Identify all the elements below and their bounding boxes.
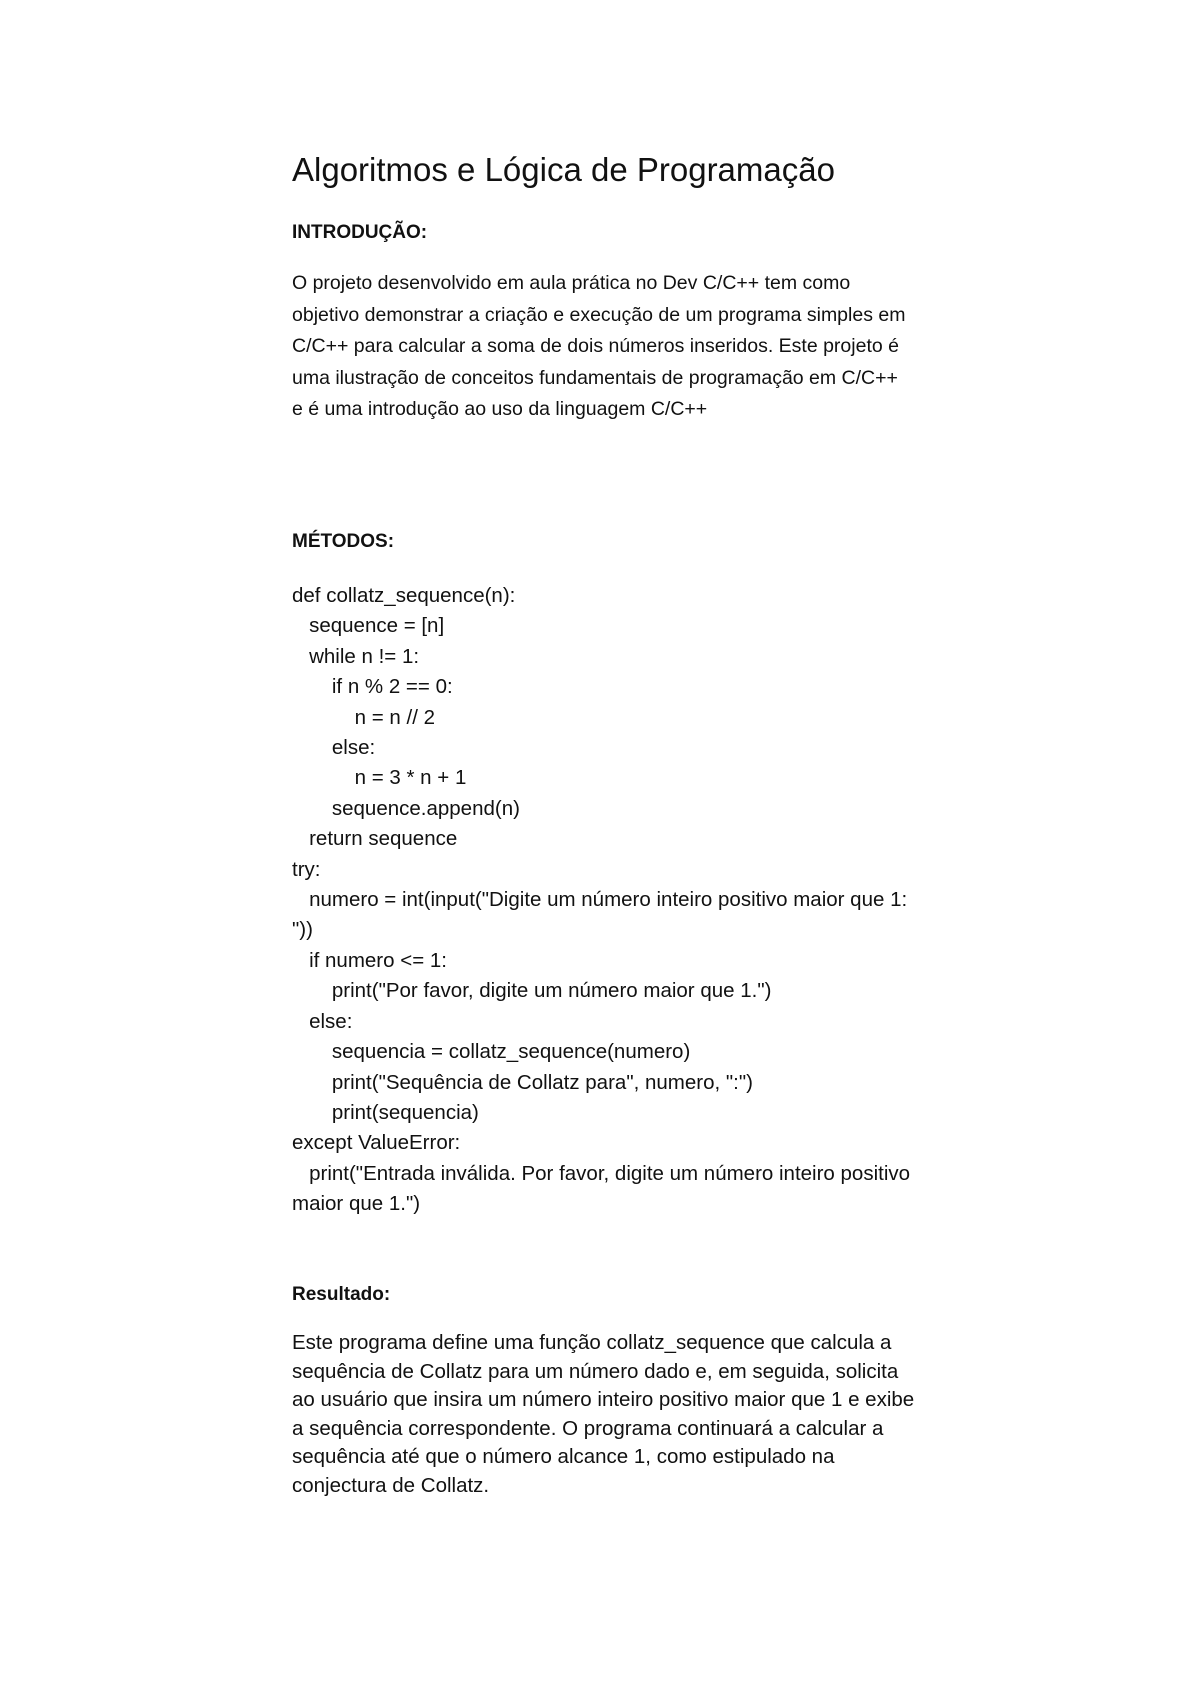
- code-line: if n % 2 == 0:: [292, 675, 453, 699]
- code-line: while n != 1:: [292, 644, 420, 668]
- methods-heading: MÉTODOS:: [292, 531, 395, 552]
- code-line: else:: [292, 736, 376, 760]
- code-line: numero = int(input("Digite um número inteiro positivo maior que 1: ")): [292, 888, 913, 942]
- code-line: return sequence: [292, 827, 458, 851]
- code-line: def collatz_sequence(n):: [292, 584, 516, 607]
- intro-heading: INTRODUÇÃO:: [292, 222, 428, 243]
- document-title: Algoritmos e Lógica de Programação: [292, 151, 835, 188]
- code-line: print("Sequência de Collatz para", numero, ":"): [292, 1070, 753, 1094]
- code-line: sequence = [n]: [292, 614, 445, 638]
- code-line: else:: [292, 1009, 353, 1033]
- code-block: [292, 581, 922, 1220]
- intro-paragraph: O projeto desenvolvido em aula prática no Dev C/C++ tem como objetivo demonstrar a criação e execução de um programa simples em C/C++ para calcular a soma de dois números inseridos. Este projeto é uma ilustração de conceitos fundamentais de programação em C/C++ e é uma introdução ao uso da linguagem C/C++: [292, 272, 906, 420]
- code-line: print("Por favor, digite um número maior que 1."): [292, 979, 772, 1003]
- code-line: n = 3 * n + 1: [292, 766, 467, 790]
- result-heading: Resultado:: [292, 1284, 391, 1305]
- code-line: except ValueError:: [292, 1131, 461, 1155]
- code-line: if numero <= 1:: [292, 948, 447, 972]
- code-line: sequence.append(n): [292, 796, 520, 820]
- code-line: print("Entrada inválida. Por favor, digite um número inteiro positivo maior que 1."): [292, 1161, 916, 1216]
- code-line: n = n // 2: [292, 705, 435, 729]
- code-line: sequencia = collatz_sequence(numero): [292, 1040, 691, 1064]
- code-line: print(sequencia): [292, 1100, 479, 1124]
- result-paragraph: Este programa define uma função collatz_sequence que calcula a sequência de Collatz para um número dado e, em seguida, solicita ao usuário que insira um número inteiro positivo maior que 1 e exibe a sequência correspondente. O programa continuará a calcular a sequência até que o número alcance 1, como estipulado na conjectura de Collatz.: [292, 1331, 915, 1497]
- code-line: try:: [292, 857, 321, 881]
